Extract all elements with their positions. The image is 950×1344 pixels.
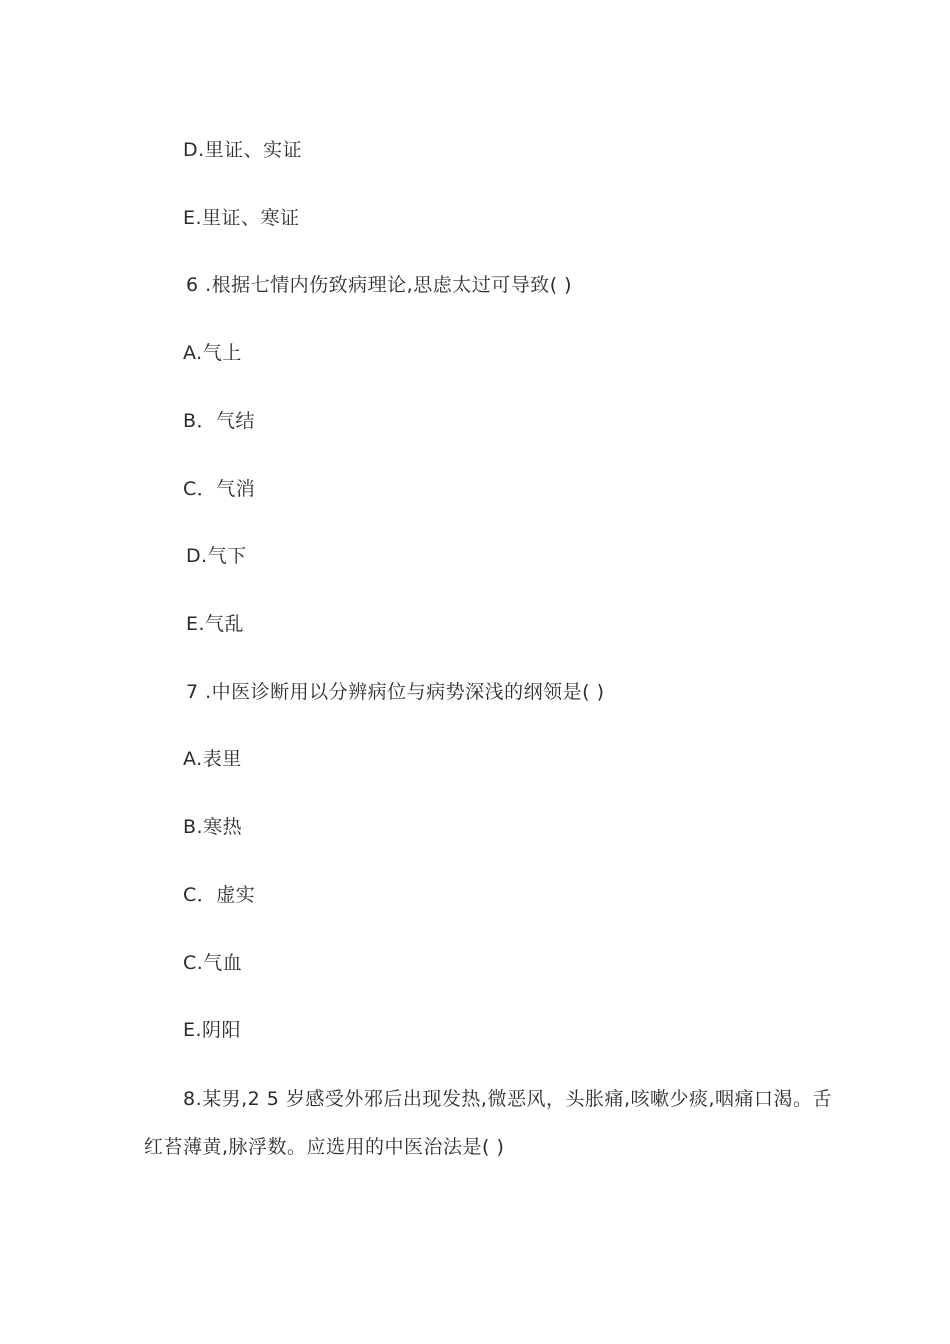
option-b-q6: B．气结 bbox=[183, 410, 256, 432]
question-8-line-2: 红苔薄黄,脉浮数。应选用的中医治法是( ) bbox=[144, 1136, 505, 1158]
option-a-q7: A.表里 bbox=[183, 748, 242, 770]
option-e-q5: E.里证、寒证 bbox=[183, 207, 300, 229]
option-c2-q7: C.气血 bbox=[183, 952, 243, 974]
option-c-q6: C．气消 bbox=[183, 478, 256, 500]
option-a-q6: A.气上 bbox=[183, 342, 242, 364]
option-c-q7: C．虚实 bbox=[183, 884, 256, 906]
option-e-q6: E.气乱 bbox=[186, 613, 245, 635]
option-b-q7: B.寒热 bbox=[183, 816, 243, 838]
question-6: 6 .根据七情内伤致病理论,思虑太过可导致( ) bbox=[186, 274, 573, 296]
question-8-line-1: 8.某男,2 5 岁感受外邪后出现发热,微恶风，头胀痛,咳嗽少痰,咽痛口渴。舌 bbox=[183, 1088, 833, 1110]
question-7: 7 .中医诊断用以分辨病位与病势深浅的纲领是( ) bbox=[186, 681, 605, 703]
option-d-q6: D.气下 bbox=[186, 545, 247, 567]
option-e-q7: E.阴阳 bbox=[183, 1019, 242, 1041]
option-d-q5: D.里证、实证 bbox=[183, 139, 303, 161]
